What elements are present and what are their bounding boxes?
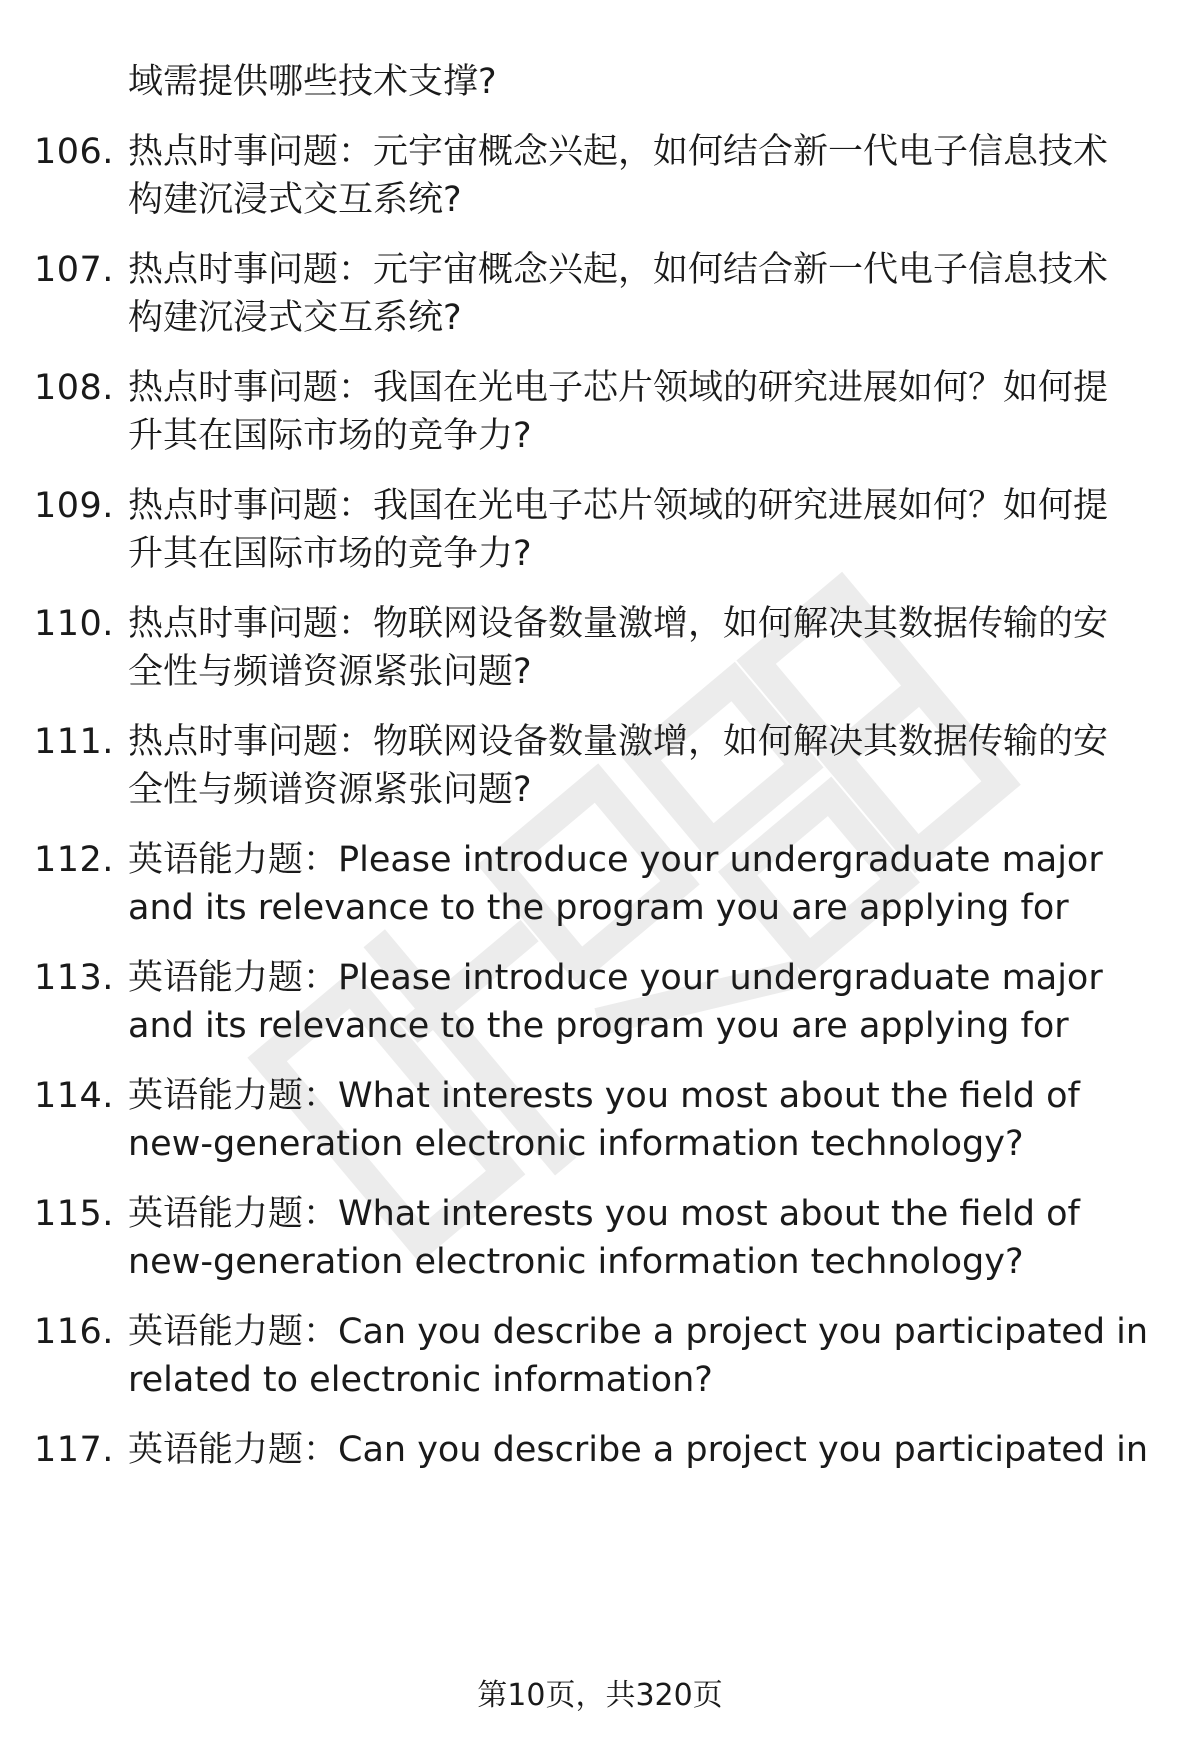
question-text (128, 1190, 1140, 1286)
question-line: 构建沉浸式交互系统? (128, 298, 462, 338)
question-text (128, 836, 1140, 932)
question-text (128, 600, 1140, 696)
question-line: 升其在国际市场的竞争力? (128, 416, 532, 456)
question-line: 英语能力题：What interests you most about the field of (128, 1076, 1080, 1116)
question-text (128, 1308, 1149, 1404)
question-number: 111. (34, 722, 114, 762)
question-line: 域需提供哪些技术支撑? (128, 62, 497, 102)
question-number: 106. (34, 132, 114, 172)
question-line: new-generation electronic information technology? (128, 1124, 1024, 1164)
question-line: and its relevance to the program you are applying for (128, 888, 1069, 928)
question-number: 114. (34, 1076, 114, 1116)
question-line: 热点时事问题：元宇宙概念兴起，如何结合新一代电子信息技术 (128, 132, 1109, 172)
question-text (128, 1072, 1140, 1168)
question-number: 116. (34, 1312, 114, 1352)
question-line: 热点时事问题：物联网设备数量激增，如何解决其数据传输的安 (128, 722, 1109, 762)
question-line: 英语能力题：Can you describe a project you participated in (128, 1312, 1149, 1352)
question-number: 108. (34, 368, 114, 408)
question-line: new-generation electronic information technology? (128, 1242, 1024, 1282)
question-line: related to electronic information? (128, 1360, 713, 1400)
question-number: 109. (34, 486, 114, 526)
question-text (128, 482, 1140, 578)
question-number: 110. (34, 604, 114, 644)
question-line: 构建沉浸式交互系统? (128, 180, 462, 220)
question-line: 英语能力题：Please introduce your undergraduate major (128, 958, 1103, 998)
question-line: 热点时事问题：我国在光电子芯片领域的研究进展如何？如何提 (128, 368, 1109, 408)
question-line: 全性与频谱资源紧张问题? (128, 652, 532, 692)
page-number-footer: 第10页，共320页 (477, 1678, 723, 1713)
question-line: 英语能力题：Please introduce your undergraduate major (128, 840, 1103, 880)
question-text (128, 1426, 1149, 1474)
question-text (128, 718, 1140, 814)
question-number: 115. (34, 1194, 114, 1234)
question-line: 升其在国际市场的竞争力? (128, 534, 532, 574)
question-line: 热点时事问题：我国在光电子芯片领域的研究进展如何？如何提 (128, 486, 1109, 526)
question-line: 热点时事问题：元宇宙概念兴起，如何结合新一代电子信息技术 (128, 250, 1109, 290)
question-number: 107. (34, 250, 114, 290)
question-number: 117. (34, 1430, 114, 1470)
question-text (128, 128, 1140, 224)
question-line: 英语能力题：What interests you most about the field of (128, 1194, 1080, 1234)
question-number: 112. (34, 840, 114, 880)
question-line: 全性与频谱资源紧张问题? (128, 770, 532, 810)
question-line: and its relevance to the program you are applying for (128, 1006, 1069, 1046)
question-text (128, 364, 1140, 460)
question-text (128, 246, 1140, 342)
question-number: 113. (34, 958, 114, 998)
question-line: 英语能力题：Can you describe a project you participated in (128, 1430, 1149, 1470)
question-text (128, 954, 1140, 1050)
question-text (128, 58, 1140, 106)
question-line: 热点时事问题：物联网设备数量激增，如何解决其数据传输的安 (128, 604, 1109, 644)
